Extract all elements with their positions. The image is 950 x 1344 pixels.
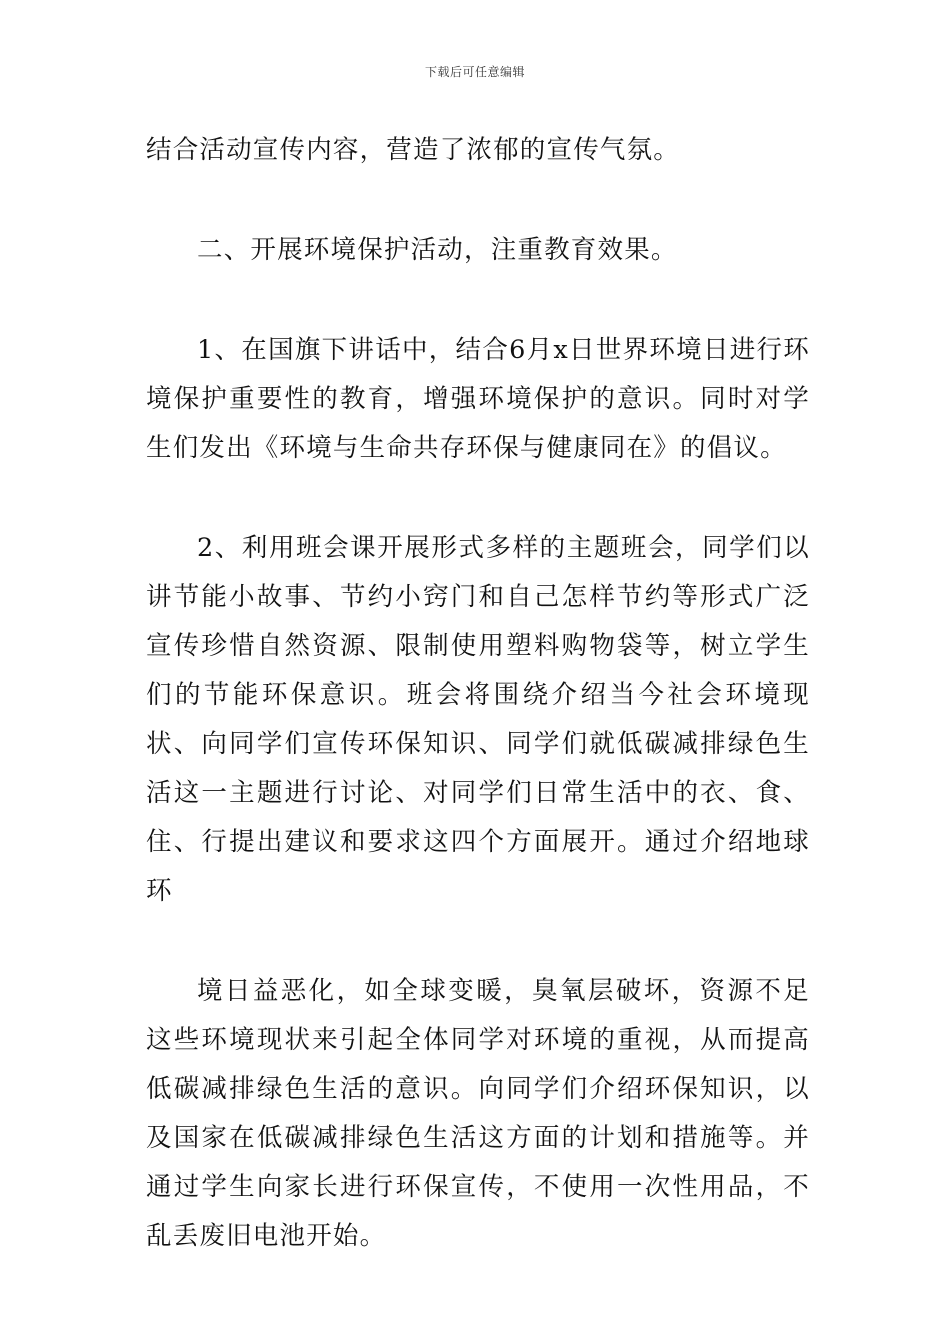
paragraph-gap: [146, 473, 810, 524]
paragraph-item-2-continued: 境日益恶化，如全球变暖，臭氧层破坏，资源不足这些环境现状来引起全体同学对环境的重视，从而提高低碳减排绿色生活的意识。向同学们介绍环保知识，以及国家在低碳减排绿色生活这方面的计划和措施等。并通过学生向家长进行环保宣传，不使用一次性用品，不乱丢废旧电池开始。: [146, 976, 810, 1251]
paragraph-item-1: 1、在国旗下讲话中，结合6月x日世界环境日进行环境保护重要性的教育，增强环境保护的意识。同时对学生们发出《环境与生命共存环保与健康同在》的倡议。: [146, 335, 810, 463]
paragraph-item-2: 2、利用班会课开展形式多样的主题班会，同学们以讲节能小故事、节约小窍门和自己怎样节约等形式广泛宣传珍惜自然资源、限制使用塑料购物袋等，树立学生们的节能环保意识。班会将围绕介绍当今社会环境现状、向同学们宣传环保知识、同学们就低碳减排绿色生活这一主题进行讨论、对同学们日常生活中的衣、食、住、行提出建议和要求这四个方面展开。通过介绍地球环: [146, 533, 810, 906]
paragraph-continuation: 结合活动宣传内容，营造了浓郁的宣传气氛。: [146, 135, 681, 165]
paragraph-gap: [146, 275, 810, 326]
paragraph-gap: [146, 916, 810, 967]
paragraph-gap: [146, 175, 810, 226]
document-body: [146, 126, 810, 1261]
section-heading: 二、开展环境保护活动，注重教育效果。: [197, 235, 678, 265]
page-header: 下载后可任意编辑: [424, 65, 525, 79]
